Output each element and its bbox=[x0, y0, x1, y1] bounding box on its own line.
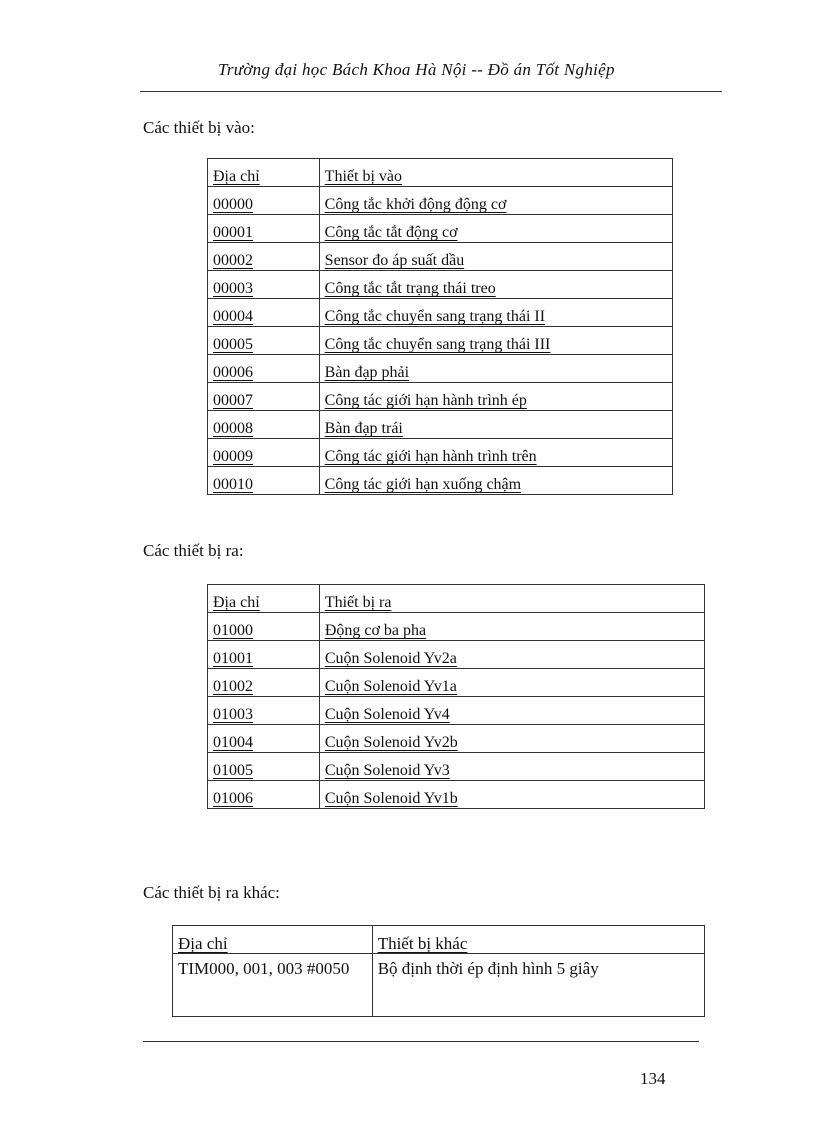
table-row bbox=[208, 725, 705, 753]
table-row bbox=[208, 781, 705, 809]
table-header-row bbox=[173, 926, 705, 954]
address-cell: 00003 bbox=[208, 271, 320, 299]
device-cell: Công tắc tắt động cơ bbox=[319, 215, 672, 243]
table-row bbox=[208, 383, 673, 411]
page-number: 134 bbox=[640, 1069, 666, 1088]
address-cell: 00004 bbox=[208, 299, 320, 327]
column-header: Thiết bị vào bbox=[319, 159, 672, 187]
address-cell: 01002 bbox=[208, 669, 320, 697]
address-cell: 00000 bbox=[208, 187, 320, 215]
device-cell: Cuộn Solenoid Yv3 bbox=[319, 753, 704, 781]
table-row bbox=[208, 355, 673, 383]
table-row bbox=[208, 299, 673, 327]
table-row bbox=[208, 215, 673, 243]
inputs-title: Các thiết bị vào: bbox=[143, 118, 255, 137]
other-outputs-title: Các thiết bị ra khác: bbox=[143, 883, 280, 902]
device-cell: Công tắc khởi động động cơ bbox=[319, 187, 672, 215]
address-cell: TIM000, 001, 003 #0050 bbox=[173, 954, 373, 1017]
table-row bbox=[208, 467, 673, 495]
table-row bbox=[208, 271, 673, 299]
device-cell: Cuộn Solenoid Yv2b bbox=[319, 725, 704, 753]
table-row bbox=[173, 954, 705, 1017]
column-header: Địa chỉ bbox=[208, 585, 320, 613]
address-cell: 00001 bbox=[208, 215, 320, 243]
header-text: Trường đại học Bách Khoa Hà Nội -- Đồ án Tốt Nghiệp bbox=[218, 60, 615, 79]
outputs-table bbox=[207, 584, 705, 809]
table-header-row bbox=[208, 585, 705, 613]
address-cell: 01001 bbox=[208, 641, 320, 669]
device-cell: Công tắc tắt trạng thái treo bbox=[319, 271, 672, 299]
device-cell: Công tác giới hạn hành trình trên bbox=[319, 439, 672, 467]
table-row bbox=[208, 411, 673, 439]
outputs-title: Các thiết bị ra: bbox=[143, 541, 244, 560]
table-row bbox=[208, 697, 705, 725]
device-cell: Công tắc chuyển sang trạng thái III bbox=[319, 327, 672, 355]
device-cell: Cuộn Solenoid Yv1a bbox=[319, 669, 704, 697]
address-cell: 01003 bbox=[208, 697, 320, 725]
table-header-row bbox=[208, 159, 673, 187]
footer-divider bbox=[143, 1041, 699, 1042]
address-cell: 01005 bbox=[208, 753, 320, 781]
device-cell: Bàn đạp phải bbox=[319, 355, 672, 383]
column-header: Thiết bị khác bbox=[372, 926, 704, 954]
device-cell: Cuộn Solenoid Yv1b bbox=[319, 781, 704, 809]
table-row bbox=[208, 439, 673, 467]
address-cell: 00006 bbox=[208, 355, 320, 383]
address-cell: 00005 bbox=[208, 327, 320, 355]
device-cell: Cuộn Solenoid Yv2a bbox=[319, 641, 704, 669]
device-cell: Công tác giới hạn xuống chậm bbox=[319, 467, 672, 495]
device-cell: Bàn đạp trái bbox=[319, 411, 672, 439]
inputs-table bbox=[207, 158, 673, 495]
table-row bbox=[208, 669, 705, 697]
address-cell: 01006 bbox=[208, 781, 320, 809]
device-cell: Bộ định thời ép định hình 5 giây bbox=[372, 954, 704, 1017]
column-header: Địa chỉ bbox=[208, 159, 320, 187]
device-cell: Công tác giới hạn hành trình ép bbox=[319, 383, 672, 411]
address-cell: 01000 bbox=[208, 613, 320, 641]
address-cell: 00010 bbox=[208, 467, 320, 495]
table-row bbox=[208, 753, 705, 781]
address-cell: 01004 bbox=[208, 725, 320, 753]
address-cell: 00007 bbox=[208, 383, 320, 411]
table-row bbox=[208, 613, 705, 641]
page-header bbox=[140, 55, 722, 92]
address-cell: 00009 bbox=[208, 439, 320, 467]
device-cell: Động cơ ba pha bbox=[319, 613, 704, 641]
other-outputs-table bbox=[172, 925, 705, 1017]
device-cell: Sensor đo áp suất dầu bbox=[319, 243, 672, 271]
address-cell: 00002 bbox=[208, 243, 320, 271]
device-cell: Cuộn Solenoid Yv4 bbox=[319, 697, 704, 725]
device-cell: Công tắc chuyển sang trạng thái II bbox=[319, 299, 672, 327]
column-header: Thiết bị ra bbox=[319, 585, 704, 613]
table-row bbox=[208, 327, 673, 355]
table-row bbox=[208, 187, 673, 215]
table-row bbox=[208, 243, 673, 271]
address-cell: 00008 bbox=[208, 411, 320, 439]
table-row bbox=[208, 641, 705, 669]
column-header: Địa chỉ bbox=[173, 926, 373, 954]
